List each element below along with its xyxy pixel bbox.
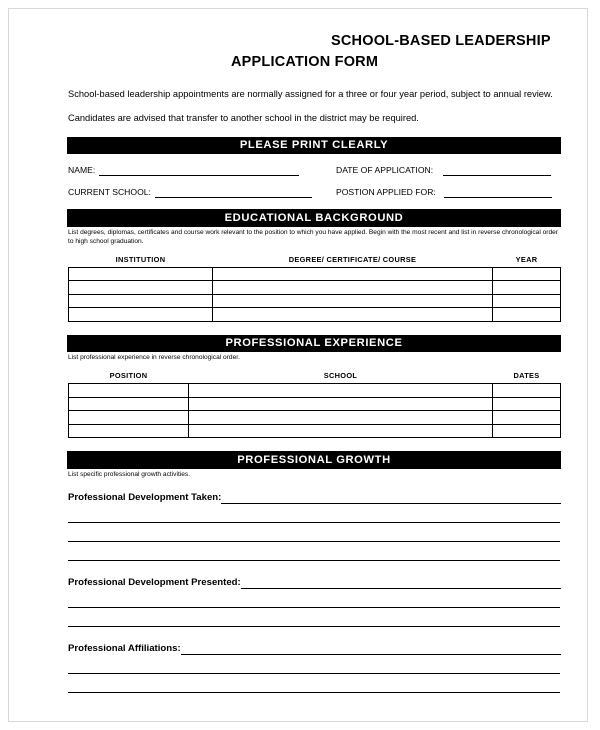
education-cell-r3-c1[interactable] xyxy=(213,308,493,322)
growth-label-2: Professional Affiliations: xyxy=(68,643,181,655)
experience-cell-r3-c0[interactable] xyxy=(69,424,189,438)
position-applied-for-input[interactable] xyxy=(444,187,552,198)
form-title-line-1: SCHOOL-BASED LEADERSHIP xyxy=(331,33,551,49)
form-title-line-2: APPLICATION FORM xyxy=(231,54,379,71)
section-header-educational-background: EDUCATIONAL BACKGROUND xyxy=(67,209,561,227)
current-school-field[interactable] xyxy=(68,187,336,198)
field-row-name xyxy=(68,165,561,176)
professional-growth-groups xyxy=(68,492,561,693)
date-of-application-field[interactable] xyxy=(336,165,551,176)
professional-experience-note: List professional experience in reverse chronological order. xyxy=(68,354,240,362)
growth-group-head-2 xyxy=(68,643,561,655)
education-cell-r2-c1[interactable] xyxy=(213,294,493,308)
education-column-header-1: DEGREE/ CERTIFICATE/ COURSE xyxy=(213,255,493,268)
current-school-label: CURRENT SCHOOL: xyxy=(68,187,151,198)
table-header-row xyxy=(69,371,561,384)
growth-blank-line-2-0[interactable] xyxy=(68,655,560,674)
experience-cell-r3-c1[interactable] xyxy=(189,424,493,438)
table-row xyxy=(69,281,561,295)
growth-blank-line-2-1[interactable] xyxy=(68,674,560,693)
education-cell-r0-c0[interactable] xyxy=(69,267,213,281)
section-header-professional-growth: PROFESSIONAL GROWTH xyxy=(67,451,561,469)
experience-column-header-1: SCHOOL xyxy=(189,371,493,384)
field-row-school xyxy=(68,187,561,198)
position-applied-for-label: POSTION APPLIED FOR: xyxy=(336,187,436,198)
growth-blank-line-0-1[interactable] xyxy=(68,523,560,542)
experience-cell-r1-c1[interactable] xyxy=(189,397,493,411)
name-input[interactable] xyxy=(99,165,299,176)
growth-input-2[interactable] xyxy=(181,644,561,655)
professional-experience-table xyxy=(68,371,561,438)
form-title xyxy=(59,31,561,73)
growth-blank-line-1-1[interactable] xyxy=(68,608,560,627)
table-header-row xyxy=(69,255,561,268)
education-cell-r3-c2[interactable] xyxy=(493,308,561,322)
education-cell-r2-c2[interactable] xyxy=(493,294,561,308)
experience-cell-r0-c1[interactable] xyxy=(189,384,493,398)
applicant-fields xyxy=(68,165,561,198)
experience-column-header-0: POSITION xyxy=(69,371,189,384)
table-row xyxy=(69,294,561,308)
growth-group-2 xyxy=(68,643,561,693)
education-cell-r2-c0[interactable] xyxy=(69,294,213,308)
education-cell-r0-c2[interactable] xyxy=(493,267,561,281)
education-column-header-2: YEAR xyxy=(493,255,561,268)
name-field[interactable] xyxy=(68,165,336,176)
education-cell-r1-c0[interactable] xyxy=(69,281,213,295)
position-applied-for-field[interactable] xyxy=(336,187,552,198)
growth-label-1: Professional Development Presented: xyxy=(68,577,241,589)
growth-blank-line-0-2[interactable] xyxy=(68,542,560,561)
section-header-please-print-clearly: PLEASE PRINT CLEARLY xyxy=(67,137,561,155)
intro-paragraph-2: Candidates are advised that transfer to another school in the district may be required. xyxy=(68,113,419,124)
growth-label-0: Professional Development Taken: xyxy=(68,492,222,504)
name-label: NAME: xyxy=(68,165,96,176)
education-cell-r1-c1[interactable] xyxy=(213,281,493,295)
professional-experience-table-wrap xyxy=(68,371,561,438)
experience-cell-r0-c2[interactable] xyxy=(493,384,561,398)
page-canvas xyxy=(8,8,588,722)
date-of-application-input[interactable] xyxy=(443,165,551,176)
growth-blank-line-1-0[interactable] xyxy=(68,589,560,608)
experience-cell-r3-c2[interactable] xyxy=(493,424,561,438)
educational-background-table xyxy=(68,255,561,322)
section-header-professional-experience: PROFESSIONAL EXPERIENCE xyxy=(67,335,561,353)
experience-cell-r1-c0[interactable] xyxy=(69,397,189,411)
growth-group-head-1 xyxy=(68,577,561,589)
intro-paragraph-1: School-based leadership appointments are normally assigned for a three or four year period, subject to annual review. xyxy=(68,89,553,100)
growth-input-0[interactable] xyxy=(221,493,561,504)
table-row xyxy=(69,424,561,438)
table-row xyxy=(69,308,561,322)
experience-cell-r2-c0[interactable] xyxy=(69,411,189,425)
education-cell-r0-c1[interactable] xyxy=(213,267,493,281)
education-cell-r1-c2[interactable] xyxy=(493,281,561,295)
professional-growth-note: List specific professional growth activities. xyxy=(68,470,191,478)
education-column-header-0: INSTITUTION xyxy=(69,255,213,268)
date-of-application-label: DATE OF APPLICATION: xyxy=(336,165,434,176)
growth-group-0 xyxy=(68,492,561,561)
education-cell-r3-c0[interactable] xyxy=(69,308,213,322)
experience-cell-r1-c2[interactable] xyxy=(493,397,561,411)
growth-group-1 xyxy=(68,577,561,627)
experience-cell-r0-c0[interactable] xyxy=(69,384,189,398)
growth-blank-line-0-0[interactable] xyxy=(68,504,560,523)
current-school-input[interactable] xyxy=(155,187,312,198)
growth-group-head-0 xyxy=(68,492,561,504)
educational-background-note: List degrees, diplomas, certificates and course work relevant to the position to which you have applied. Begin with the most recent and list in reverse chronological order to high school graduation. xyxy=(68,228,559,245)
experience-cell-r2-c1[interactable] xyxy=(189,411,493,425)
table-row xyxy=(69,411,561,425)
table-row xyxy=(69,267,561,281)
growth-input-1[interactable] xyxy=(241,578,561,589)
table-row xyxy=(69,397,561,411)
table-row xyxy=(69,384,561,398)
form-sheet xyxy=(59,31,561,709)
experience-column-header-2: DATES xyxy=(493,371,561,384)
experience-cell-r2-c2[interactable] xyxy=(493,411,561,425)
educational-background-table-wrap xyxy=(68,255,561,322)
